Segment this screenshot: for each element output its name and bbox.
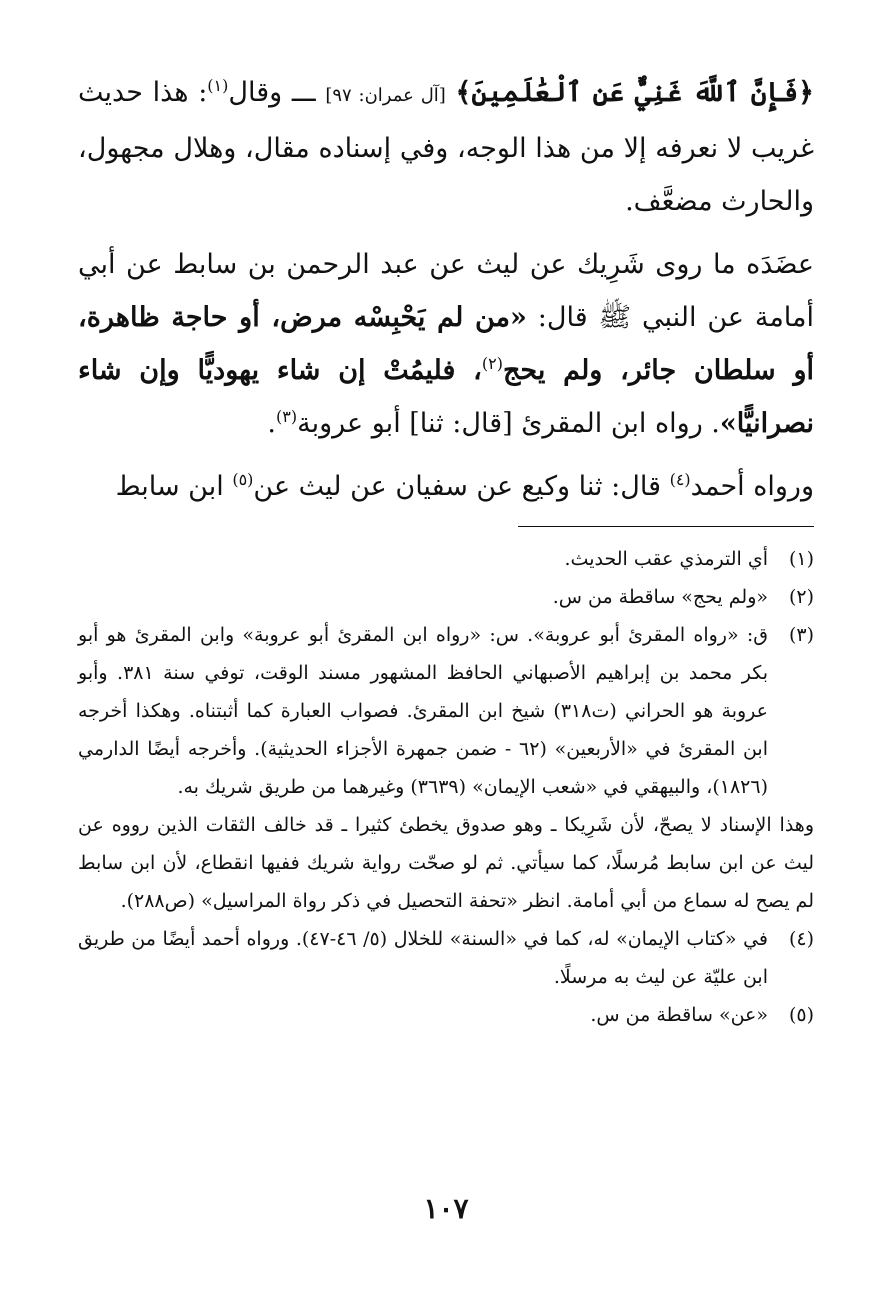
footnote-2 (78, 578, 814, 616)
footnote-marker-2[interactable]: (٢) (481, 354, 503, 373)
footnote-text: ق: «رواه المقرئ أبو عروبة». س: «رواه ابن المقرئ أبو عروبة» وابن المقرئ هو أبو بكر محمد بن إبراهيم الأصبهاني الحافظ المشهور مسند الوقت، توفي سنة ٣٨١. وأبو عروبة هو الحراني (ت٣١٨) شيخ ابن المقرئ. فصواب العبارة كما أثبتناه. وهكذا أخرجه ابن المقرئ في «الأربعين» (٦٢ - ضمن جمهرة الأجزاء الحديثية). وأخرجه أيضًا الدارمي (١٨٢٦)، والبيهقي في «شعب الإيمان» (٣٦٣٩) وغيرهما من طريق شريك به. (78, 624, 768, 798)
footnote-text: أي الترمذي عقب الحديث. (564, 548, 768, 570)
footnote-1 (78, 540, 814, 578)
footnote-4 (78, 920, 814, 996)
footnote-text: في «كتاب الإيمان» له، كما في «السنة» للخلال (٥/ ٤٦-٤٧). ورواه أحمد أيضًا من طريق ابن عليّة عن ليث به مرسلًا. (78, 928, 768, 988)
text-segment: : هذا حديث غريب لا نعرفه إلا من هذا الوجه، وفي إسناده مقال، وهلال مجهول، والحارث مضعَّف. (78, 77, 814, 217)
main-text (78, 66, 814, 513)
footnote-number: (٤) (788, 928, 814, 950)
footnotes (78, 540, 814, 1034)
footnote-number: (٣) (788, 624, 814, 646)
footnote-marker-1[interactable]: (١) (207, 76, 229, 95)
text-segment: ابن سابط (115, 471, 233, 502)
footnote-marker-5[interactable]: (٥) (232, 470, 254, 489)
hadith-text: ، فليمُتْ إن شاء يهوديًّا وإن شاء نصرانيًّا» (78, 355, 814, 439)
footnote-number: (٥) (788, 1004, 814, 1026)
paragraph-2 (78, 238, 814, 450)
text-segment: قال: ثنا وكيع عن سفيان عن ليث عن (253, 471, 670, 502)
page-number: ١٠٧ (423, 1192, 469, 1225)
verse-reference: [آل عمران: ٩٧] (325, 85, 446, 106)
quran-verse: ﴿فَإِنَّ ٱللَّهَ غَنِيٌّ عَنِ ٱلْعَٰلَمِينَ﴾ (455, 77, 814, 108)
paragraph-3 (78, 460, 814, 513)
text-segment: وقال (228, 77, 283, 108)
footnote-text: «ولم يحج» ساقطة من س. (552, 586, 768, 608)
footnote-5 (78, 996, 814, 1034)
hadith-text: «من لم يَحْبِسْه مرض، أو حاجة ظاهرة، أو سلطان جائر، ولم يحج (78, 302, 814, 386)
footnote-text: وهذا الإسناد لا يصحّ، لأن شَرِيكا ـ وهو صدوق يخطئ كثيرا ـ قد خالف الثقات الذين رووه عن ليث عن ابن سابط مُرسلًا، كما سيأتي. ثم لو صحّت رواية شريك ففيها انقطاع، لأن ابن سابط لم يصح له سماع من أبي أمامة. انظر «تحفة التحصيل في ذكر رواة المراسيل» (ص٢٨٨). (78, 814, 814, 912)
footnote-divider (518, 526, 814, 527)
footnote-3-continued (78, 806, 814, 920)
footnote-number: (١) (788, 548, 814, 570)
footnote-number: (٢) (788, 586, 814, 608)
footnote-text: «عن» ساقطة من س. (590, 1004, 768, 1026)
text-segment: . رواه ابن المقرئ [قال: ثنا] أبو عروبة (297, 408, 720, 439)
footnote-marker-3[interactable]: (٣) (276, 407, 298, 426)
text-segment: ورواه أحمد (690, 471, 814, 502)
text-segment: . (267, 408, 277, 439)
text-segment: عضَدَه ما روى شَرِيك عن ليث عن عبد الرحمن بن سابط عن أبي أمامة عن النبي ﷺ قال: (78, 249, 814, 333)
footnote-marker-4[interactable]: (٤) (669, 470, 691, 489)
paragraph-1 (78, 66, 814, 228)
footnote-3 (78, 616, 814, 806)
dash: ـــ (282, 77, 326, 108)
